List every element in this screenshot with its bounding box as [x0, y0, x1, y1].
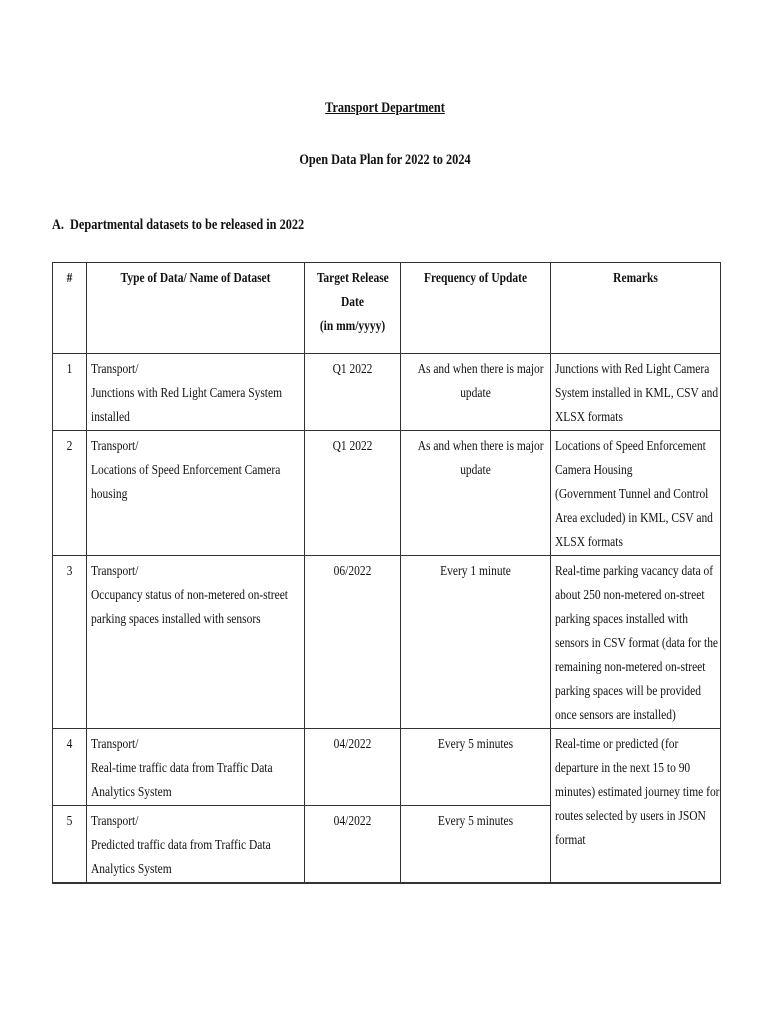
- dataset-name: Transport/ Real-time traffic data from Traffic Data Analytics System: [87, 729, 305, 806]
- table-row: [53, 729, 721, 806]
- dataset-name: Transport/ Occupancy status of non-metered on-street parking spaces installed with sensors: [87, 556, 305, 729]
- datasets-table: [52, 262, 721, 884]
- target-date: Q1 2022: [305, 354, 401, 431]
- remarks: Locations of Speed Enforcement Camera Housing (Government Tunnel and Control Area excluded) in KML, CSV and XLSX formats: [551, 431, 721, 556]
- department-title: Transport Department: [325, 100, 445, 116]
- dataset-name: Transport/ Junctions with Red Light Camera System installed: [87, 354, 305, 431]
- row-number: 1: [53, 354, 87, 431]
- target-date: Q1 2022: [305, 431, 401, 556]
- table-row: [53, 354, 721, 431]
- header-remarks: Remarks: [551, 263, 721, 354]
- remarks: Real-time parking vacancy data of about 250 non-metered on-street parking spaces installed with sensors in CSV format (data for the remaining non-metered on-street parking spaces will be provided once sensors are installed): [551, 556, 721, 729]
- table-header-row: [53, 263, 721, 354]
- dataset-name: Transport/ Locations of Speed Enforcement Camera housing: [87, 431, 305, 556]
- table-row: [53, 556, 721, 729]
- section-title: Departmental datasets to be released in 2022: [70, 217, 305, 233]
- remarks: Junctions with Red Light Camera System installed in KML, CSV and XLSX formats: [551, 354, 721, 431]
- remarks: Real-time or predicted (for departure in the next 15 to 90 minutes) estimated journey time for routes selected by users in JSON format: [551, 729, 721, 884]
- section-letter: A.: [52, 217, 64, 233]
- update-frequency: As and when there is major update: [401, 431, 551, 556]
- target-date: 04/2022: [305, 806, 401, 884]
- row-number: 3: [53, 556, 87, 729]
- target-date: 04/2022: [305, 729, 401, 806]
- dataset-name: Transport/ Predicted traffic data from Traffic Data Analytics System: [87, 806, 305, 884]
- header-target-date: Target Release Date (in mm/yyyy): [305, 263, 401, 354]
- header-frequency: Frequency of Update: [401, 263, 551, 354]
- update-frequency: Every 5 minutes: [401, 806, 551, 884]
- row-number: 4: [53, 729, 87, 806]
- section-heading: [52, 217, 304, 234]
- update-frequency: As and when there is major update: [401, 354, 551, 431]
- header-name: Type of Data/ Name of Dataset: [87, 263, 305, 354]
- update-frequency: Every 5 minutes: [401, 729, 551, 806]
- row-number: 5: [53, 806, 87, 884]
- plan-title: Open Data Plan for 2022 to 2024: [299, 152, 471, 168]
- header-num: #: [53, 263, 87, 354]
- update-frequency: Every 1 minute: [401, 556, 551, 729]
- table-row: [53, 431, 721, 556]
- row-number: 2: [53, 431, 87, 556]
- target-date: 06/2022: [305, 556, 401, 729]
